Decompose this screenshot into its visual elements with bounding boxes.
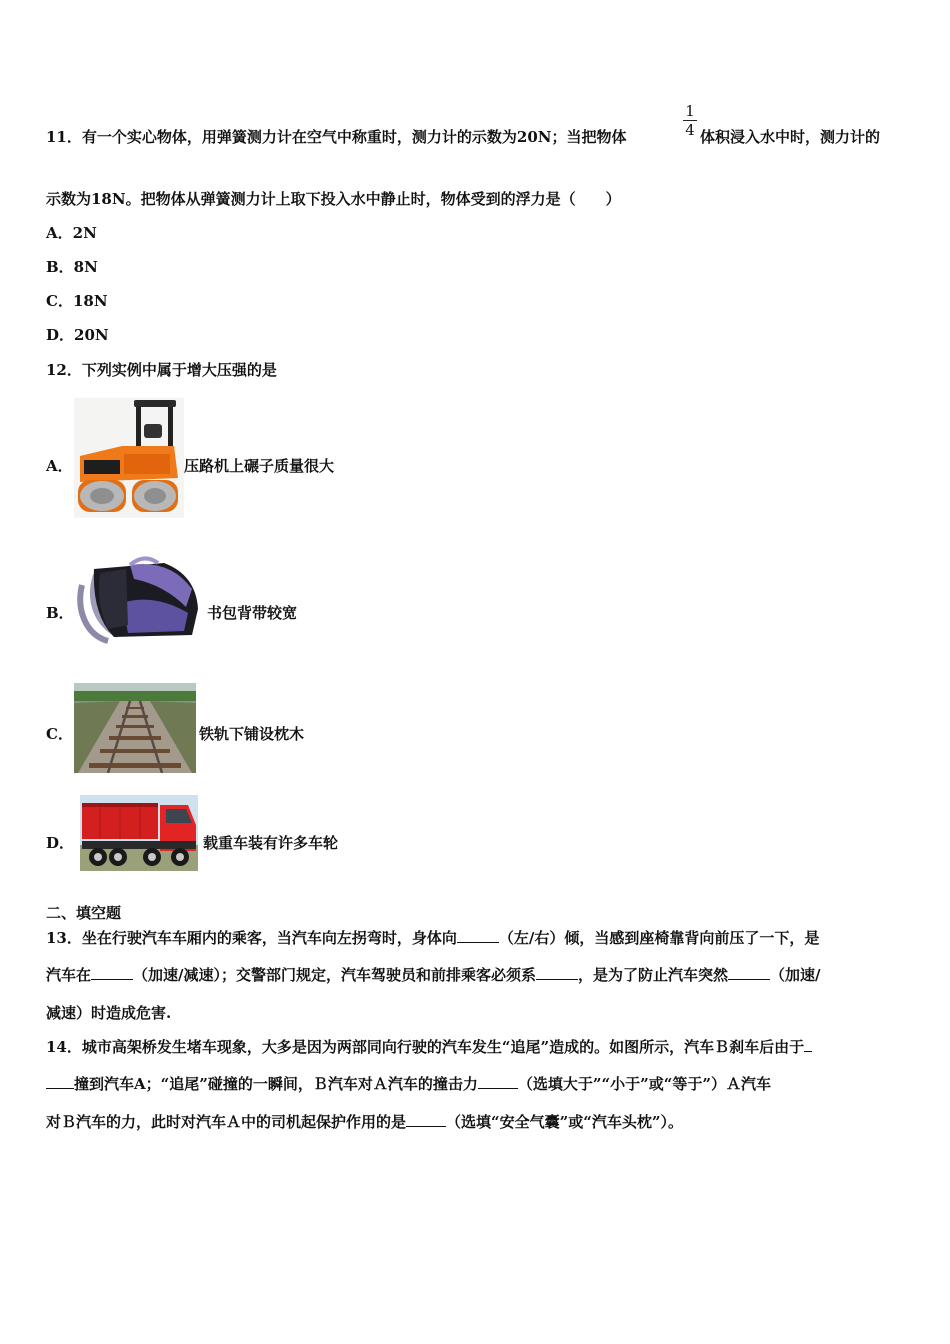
- q14-text-3: （选填大于”“小于”或“等于”）Ａ汽车: [517, 1075, 772, 1093]
- q11-line2: 示数为18N。把物体从弹簧测力计上取下投入水中静止时，物体受到的浮力是（ ）: [46, 190, 621, 208]
- road-roller-image: [74, 398, 184, 518]
- blank-6[interactable]: [478, 1074, 518, 1089]
- q13-text-1: 13．坐在行驶汽车车厢内的乘客，当汽车向左拐弯时，身体向: [46, 929, 457, 947]
- q13-text-6: （加速/: [770, 966, 821, 984]
- q13-text-3: 汽车在: [46, 966, 92, 984]
- q11-option-d[interactable]: D．20N: [46, 326, 109, 344]
- q14-text-5: （选填“安全气囊”或“汽车头枕”）。: [446, 1113, 684, 1131]
- q14-line1: [46, 1037, 812, 1057]
- blank-5b[interactable]: [46, 1074, 74, 1089]
- backpack-image: [74, 555, 204, 645]
- q11-line1-after: 体积浸入水中时，测力计的: [700, 128, 881, 146]
- q12-option-a-letter[interactable]: A．: [46, 457, 73, 475]
- blank-5a[interactable]: [804, 1037, 812, 1052]
- q11-option-a[interactable]: A．2N: [46, 224, 97, 242]
- blank-3[interactable]: [536, 965, 578, 980]
- q11-line1: 11．有一个实心物体，用弹簧测力计在空气中称重时，测力计的示数为20N；当把物体: [46, 128, 627, 146]
- blank-1[interactable]: [457, 928, 499, 943]
- q13-text-4: （加速/减速）；交警部门规定，汽车驾驶员和前排乘客必须系: [133, 966, 536, 984]
- blank-7[interactable]: [406, 1112, 446, 1127]
- q12-option-d-text[interactable]: 载重车装有许多车轮: [203, 834, 339, 852]
- railway-track-image: [74, 683, 196, 773]
- q14-line2: [46, 1074, 771, 1094]
- fraction-numerator: 1: [685, 102, 695, 120]
- q14-text-2: 撞到汽车A；“追尾”碰撞的一瞬间，Ｂ汽车对Ａ汽车的撞击力: [74, 1075, 478, 1093]
- q11-option-c[interactable]: C．18N: [46, 292, 108, 310]
- q12-option-a-text[interactable]: 压路机上碾子质量很大: [184, 457, 335, 475]
- q13-line2: [46, 965, 821, 985]
- q14-text-4: 对Ｂ汽车的力，此时对汽车Ａ中的司机起保护作用的是: [46, 1113, 407, 1131]
- q14-line3: [46, 1112, 683, 1132]
- q12-stem: 12．下列实例中属于增大压强的是: [46, 361, 277, 379]
- q13-line3: 减速）时造成危害.: [46, 1004, 172, 1022]
- section-title: 二、填空题: [46, 904, 122, 922]
- blank-4[interactable]: [728, 965, 770, 980]
- q14-text-1: 14．城市高架桥发生堵车现象，大多是因为两部同向行驶的汽车发生“追尾”造成的。如图所示，汽车Ｂ刹车后由于: [46, 1038, 805, 1056]
- blank-2[interactable]: [91, 965, 133, 980]
- dump-truck-image: [80, 795, 198, 871]
- q12-option-b-text[interactable]: 书包背带较宽: [207, 604, 298, 622]
- q11-option-b[interactable]: B．8N: [46, 258, 98, 276]
- q12-option-c-text[interactable]: 铁轨下铺设枕木: [199, 725, 305, 743]
- q12-option-c-letter[interactable]: C．: [46, 725, 73, 743]
- q12-option-b-letter[interactable]: B．: [46, 604, 74, 622]
- q13-line1: [46, 928, 819, 948]
- fraction-one-quarter: [683, 103, 697, 138]
- fraction-denominator: 4: [685, 121, 695, 139]
- q13-text-5: ，是为了防止汽车突然: [578, 966, 729, 984]
- q13-text-2: （左/右）倾，当感到座椅靠背向前压了一下，是: [498, 929, 820, 947]
- q12-option-d-letter[interactable]: D．: [46, 834, 75, 852]
